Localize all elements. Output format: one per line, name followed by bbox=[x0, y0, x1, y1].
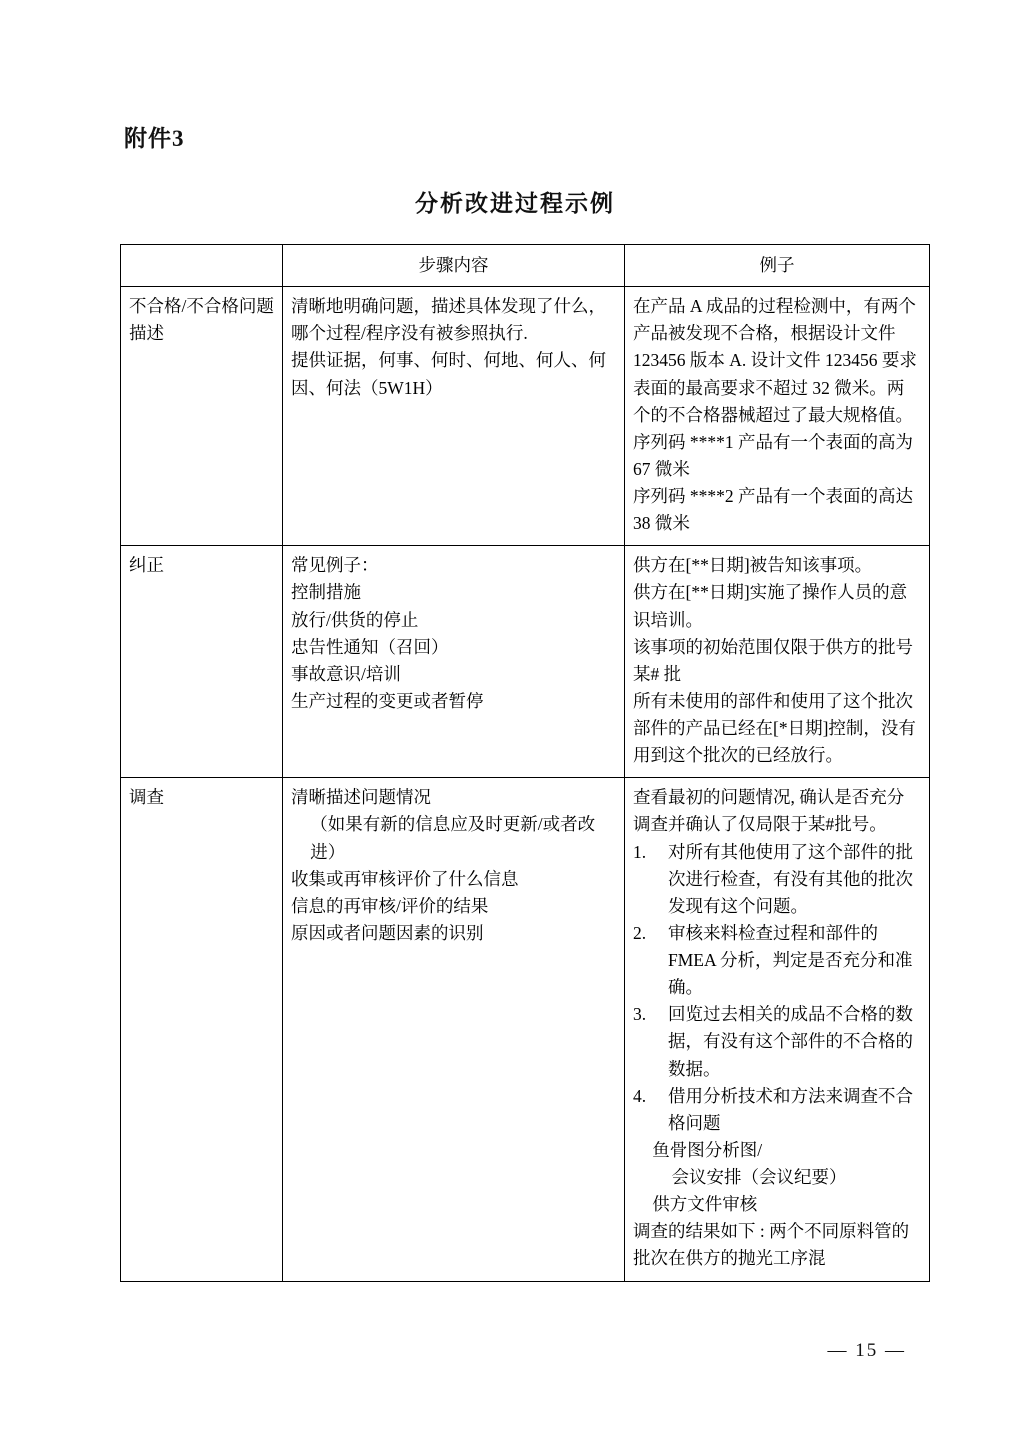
example-line: 所有未使用的部件和使用了这个批次部件的产品已经在[*日期]控制，没有用到这个批次的已经放行。 bbox=[633, 690, 916, 766]
example-line: 在产品 A 成品的过程检测中，有两个产品被发现不合格，根据设计文件 123456 版本 A. 设计文件 123456 要求表面的最高要求不超过 32 微米。两个的不合格器械超过了最大规格值。 bbox=[633, 296, 917, 425]
example-line: 供方在[**日期]实施了操作人员的意识培训。 bbox=[633, 582, 908, 630]
step-line: 收集或再审核评价了什么信息 bbox=[291, 868, 519, 889]
row-label-investigation: 调查 bbox=[121, 778, 283, 1281]
table-header-row bbox=[121, 245, 930, 287]
step-line: 放行/供货的停止 bbox=[291, 609, 419, 630]
example-line: 供方在[**日期]被告知该事项。 bbox=[633, 555, 873, 576]
table-header bbox=[121, 245, 930, 287]
row-step-nonconformity bbox=[283, 287, 625, 546]
step-line: 原因或者问题因素的识别 bbox=[291, 922, 484, 943]
table-body bbox=[121, 287, 930, 1281]
list-item-number: 4. bbox=[633, 1085, 647, 1106]
step-line: 控制措施 bbox=[291, 582, 361, 603]
row-example-nonconformity bbox=[625, 287, 930, 546]
list-item-text: 对所有其他使用了这个部件的批次进行检查，有没有其他的批次发现有这个问题。 bbox=[668, 841, 913, 916]
example-sub-line: 供方文件审核 bbox=[652, 1194, 758, 1215]
example-line: 序列码 ****2 产品有一个表面的高达 38 微米 bbox=[633, 486, 913, 534]
example-line: 序列码 ****1 产品有一个表面的高为 67 微米 bbox=[633, 431, 913, 479]
page-content bbox=[120, 120, 917, 1282]
list-item bbox=[633, 1083, 921, 1137]
list-item bbox=[633, 920, 921, 1001]
row-example-investigation bbox=[625, 778, 930, 1281]
step-line: 信息的再审核/评价的结果 bbox=[291, 895, 489, 916]
example-line: 该事项的初始范围仅限于供方的批号某# 批 bbox=[633, 636, 913, 684]
step-line: 提供证据，何事、何时、何地、何人、何因、何法（5W1H） bbox=[291, 350, 606, 398]
row-example-correction bbox=[625, 546, 930, 778]
list-item-number: 3. bbox=[633, 1004, 647, 1025]
step-line: （如果有新的信息应及时更新/或者改进） bbox=[310, 814, 596, 862]
list-item-text: 审核来料检查过程和部件的 FMEA 分析，判定是否充分和准确。 bbox=[668, 922, 913, 998]
example-sub-line: 会议安排（会议纪要） bbox=[671, 1167, 847, 1187]
attachment-label: 附件3 bbox=[124, 126, 185, 151]
list-item-text: 借用分析技术和方法来调查不合格问题 bbox=[668, 1085, 913, 1133]
step-line: 常见例子： bbox=[291, 555, 379, 576]
step-line: 忠告性通知（召回） bbox=[291, 636, 449, 657]
column-header-category bbox=[121, 245, 283, 287]
row-step-investigation bbox=[283, 778, 625, 1281]
list-item-number: 2. bbox=[633, 922, 647, 943]
example-sub-line: 鱼骨图分析图/ bbox=[652, 1139, 763, 1160]
list-item bbox=[633, 839, 921, 920]
row-label-nonconformity: 不合格/不合格问题描述 bbox=[121, 287, 283, 546]
table-row bbox=[121, 546, 930, 778]
table-row bbox=[121, 287, 930, 546]
step-line: 清晰描述问题情况 bbox=[291, 787, 431, 808]
page-title: 分析改进过程示例 bbox=[415, 191, 615, 216]
row-label-correction: 纠正 bbox=[121, 546, 283, 778]
column-header-example: 例子 bbox=[625, 245, 930, 287]
step-line: 事故意识/培训 bbox=[291, 663, 401, 684]
example-tail: 调查的结果如下 : 两个不同原料管的批次在供方的抛光工序混 bbox=[633, 1221, 910, 1269]
step-line: 生产过程的变更或者暂停 bbox=[291, 690, 484, 711]
column-header-step-content: 步骤内容 bbox=[283, 245, 625, 287]
analysis-improvement-table bbox=[120, 244, 930, 1282]
list-item-number: 1. bbox=[633, 841, 647, 862]
step-line: 清晰地明确问题，描述具体发现了什么，哪个过程/程序没有被参照执行. bbox=[291, 296, 606, 344]
example-intro: 查看最初的问题情况, 确认是否充分调查并确认了仅局限于某#批号。 bbox=[633, 787, 905, 835]
table-row bbox=[121, 778, 930, 1281]
row-step-correction bbox=[283, 546, 625, 778]
example-numbered-list bbox=[633, 839, 921, 1137]
list-item-text: 回览过去相关的成品不合格的数据，有没有这个部件的不合格的数据。 bbox=[668, 1004, 913, 1079]
list-item bbox=[633, 1001, 921, 1082]
page-number: — 15 — bbox=[827, 1340, 906, 1361]
